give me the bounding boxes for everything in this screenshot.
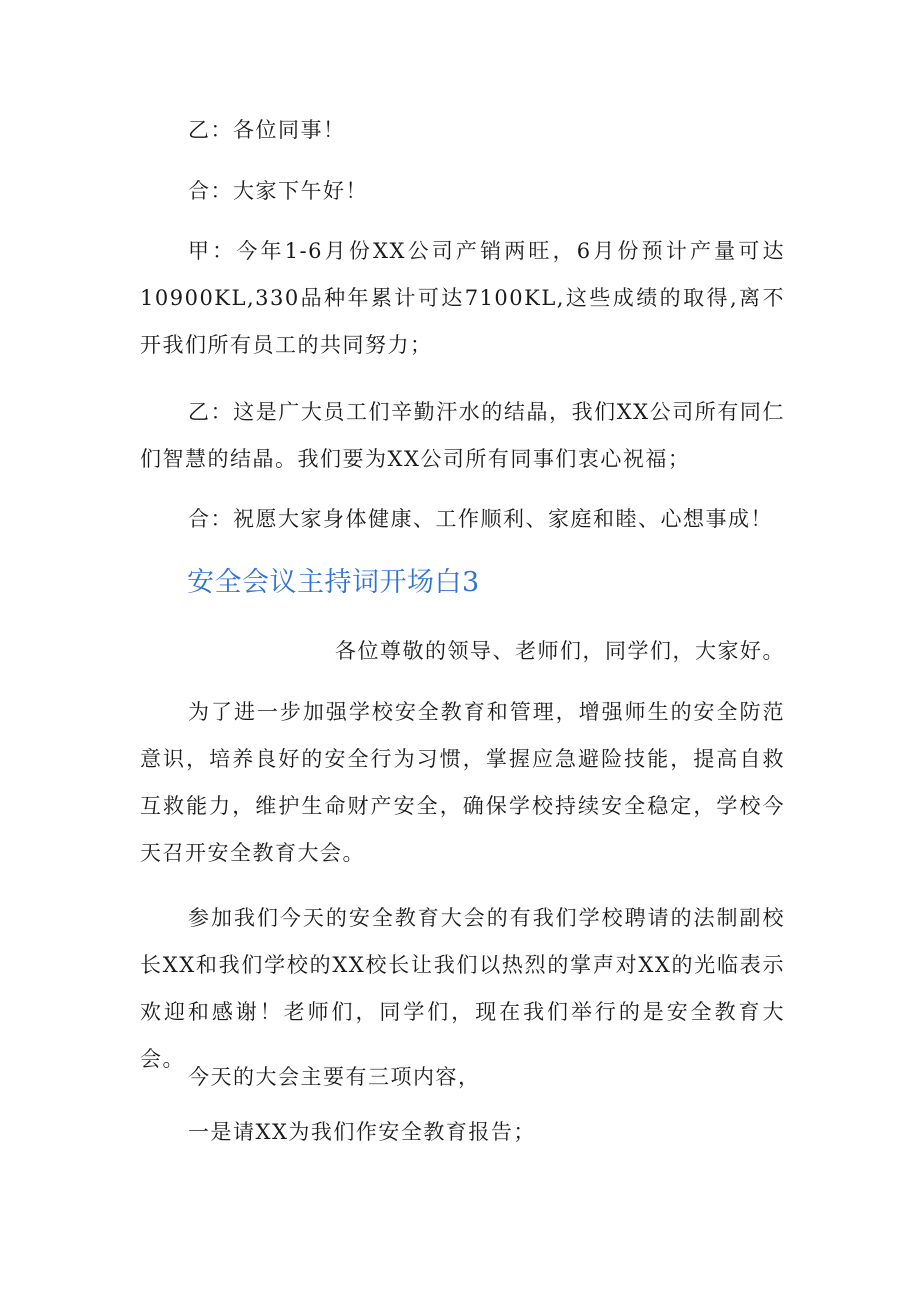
paragraph-jia-production: 甲：今年1-6月份XX公司产销两旺，6月份预计产量可达10900KL,330品种年累计可达7100KL,这些成绩的取得,离不开我们所有员工的共同努力； xyxy=(140,239,785,357)
paragraph-agenda-intro: 今天的大会主要有三项内容， xyxy=(188,1065,481,1089)
paragraph-attendees: 参加我们今天的安全教育大会的有我们学校聘请的法制副校长XX和我们学校的XX校长让我们以热烈的掌声对XX的光临表示欢迎和感谢！老师们，同学们，现在我们举行的是安全教育大会。 xyxy=(140,906,785,1071)
paragraph-he-wishes: 合：祝愿大家身体健康、工作顺利、家庭和睦、心想事成！ xyxy=(188,507,773,531)
paragraph-agenda-item-1: 一是请XX为我们作安全教育报告； xyxy=(188,1120,536,1144)
paragraph-purpose: 为了进一步加强学校安全教育和管理，增强师生的安全防范意识，培养良好的安全行为习惯，掌握应急避险技能，提高自救互救能力，维护生命财产安全，确保学校持续安全稳定，学校今天召开安全教育大会。 xyxy=(140,700,785,865)
paragraph-yi-greeting: 乙：各位同事！ xyxy=(188,118,346,142)
paragraph-salutation: 各位尊敬的领导、老师们，同学们，大家好。 xyxy=(335,639,785,663)
section-heading: 安全会议主持词开场白3 xyxy=(187,567,480,598)
paragraph-yi-result: 乙：这是广大员工们辛勤汗水的结晶，我们XX公司所有同仁们智慧的结晶。我们要为XX公司所有同事们衷心祝福； xyxy=(140,400,785,471)
paragraph-he-greeting: 合：大家下午好！ xyxy=(188,179,368,203)
